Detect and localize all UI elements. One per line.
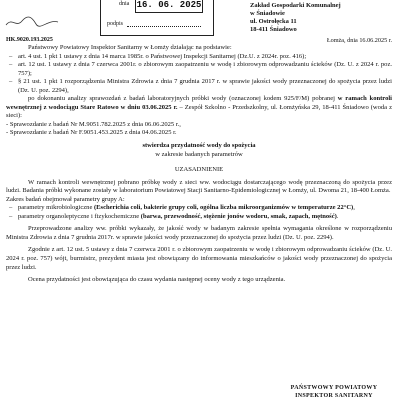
inspector-stamp-line: INSPEKTOR SANITARNY [295, 393, 373, 399]
legal-basis-text: art. 12 ust. 1 ustawy z dnia 7 czerwca 2001r. o zbiorowym zaopatrzeniu w wodę i zbiorowym odprowadzaniu ścieków (Dz. U. z 2024 r. poz. 757); [18, 61, 392, 77]
recipient-line: ul. Ostrołęcka 11 [250, 18, 297, 25]
recipient-line: Zakład Gospodarki Komunalnej [250, 2, 341, 9]
scope-text: , [353, 204, 355, 212]
scope-intro: Zakres badań obejmował parametry grupy A: [6, 195, 125, 203]
intro-paragraph: Państwowy Powiatowy Inspektor Sanitarny w Łomży działając na podstawie: [28, 44, 232, 51]
analysis-text-bold: w ramach kontroli wewnętrznej z wodociągu Stare Ratowo w dniu 03.06.2025 r. [6, 95, 392, 111]
receipt-stamp [100, 0, 214, 36]
legal-basis-item: – § 21 ust. 1 pkt 1 rozporządzenia Ministra Zdrowia z dnia 7 grudnia 2017 r. w sprawie jakości wody przeznaczonej do spożycia przez ludzi (Dz. U. poz. 2294), [9, 78, 392, 94]
analysis-text: – Zespół Szkolno - Przedszkolny, ul. Łomżyńska 29, 18-411 Śniadowo (woda z sieci): [6, 103, 392, 120]
analysis-paragraph [6, 95, 392, 121]
recipient-line: w Śniadowie [250, 10, 285, 17]
recipient-line: 18-411 Śniadowo [250, 26, 297, 33]
decision-heading: stwierdza przydatność wody do spożycia [142, 142, 256, 150]
legal-basis-item: – art. 12 ust. 1 ustawy z dnia 7 czerwca 2001r. o zbiorowym zaopatrzeniu w wodę i zbiorowym odprowadzaniu ścieków (Dz. U. z 2024 r. poz. 757); [9, 61, 392, 77]
scope-item: – parametry organoleptyczne i fizykochemiczne (barwa, przewodność, stężenie jonów wodoru, smak, zapach, mętność). [9, 212, 339, 220]
scope-text-bold: (Escherichia coli, bakterie grupy coli, ogólna liczba mikroorganizmów w temperaturze 22°C) [94, 204, 354, 212]
reference-number: HK.9020.193.2025 [6, 37, 53, 43]
handwritten-signature [4, 15, 60, 29]
justification-paragraph: Przeprowadzone analizy ww. próbki wykazały, że jakość wody w badanym zakresie spełnia wymagania określone w rozporządzeniu Ministra Zdrowia z dnia 7 grudnia 2017r. w sprawie jakości wody przeznaczonej do spożycia przez ludzi (Dz. U. poz. 2294). [6, 225, 392, 241]
inspector-stamp-line: PAŃSTWOWY POWIATOWY [290, 385, 378, 391]
legal-basis-text: art. 4 ust. 1 pkt 1 ustawy z dnia 14 marca 1985r. o Państwowej Inspekcji Sanitarnej (Dz.U. z 2024r. poz. 416); [18, 52, 307, 60]
recipient-address [250, 2, 341, 34]
scope-text: parametry organoleptyczne i fizykochemiczne [18, 212, 141, 220]
scope-text-bold: (barwa, przewodność, stężenie jonów wodoru, smak, zapach, mętność) [140, 212, 337, 220]
decision-subheading: w zakresie badanych parametrów [155, 150, 243, 158]
justification-paragraph: Ocena przydatności jest obowiązująca do czasu wydania następnej oceny wody z tego urządzenia. [28, 276, 286, 284]
scope-text: parametry mikrobiologiczne [18, 204, 94, 212]
report-line: - Sprawozdanie z badań Nr M.9051.782.2025 z dnia 06.06.2025 r., [6, 120, 181, 128]
legal-basis-text: § 21 ust. 1 pkt 1 rozporządzenia Ministra Zdrowia z dnia 7 grudnia 2017 r. w sprawie jakości wody przeznaczonej do spożycia przez ludzi (Dz. U. poz. 2294), [18, 78, 392, 94]
scope-text: . [336, 212, 339, 220]
stamp-date: 16. 06. 2025 [135, 0, 203, 13]
justification-paragraph: Zgodnie z art. 12 ust. 5 ustawy z dnia 7 czerwca 2001 r. o zbiorowym zaopatrzeniu w wodę i zbiorowym odprowadzaniu ścieków (Dz. U. 2024 r. poz. 757) wójt, burmistrz, prezydent miasta jest obowiązany do informowania mieszkańców o jakości wody przeznaczonej do spożycia przez ludzi. [6, 246, 392, 271]
justification-paragraph: W ramach kontroli wewnętrznej pobrano próbkę wody z sieci ww. wodociągu dostarczającego wodę przeznaczoną do spożycia przez ludzi. Badania próbki wykonane zostały w laboratorium Powiatowej Stacji Sanitarno-Epidemiologicznej w Łomży, ul. Dwoma 21, 18-400 Łomża. [6, 178, 392, 195]
document-body [6, 44, 392, 285]
scope-item: – parametry mikrobiologiczne (Escherichia coli, bakterie grupy coli, ogólna liczba mikroorganizmów w temperaturze 22°C), [9, 204, 355, 212]
report-line: - Sprawozdanie z badań Nr F.9051.453.2025 z dnia 04.06.2025 r. [6, 129, 177, 137]
stamp-sign-label: podpis [107, 21, 124, 27]
document-date: Łomża, dnia 16.06.2025 r. [326, 37, 392, 44]
legal-basis-item: – art. 4 ust. 1 pkt 1 ustawy z dnia 14 marca 1985r. o Państwowej Inspekcji Sanitarnej (Dz.U. z 2024r. poz. 416); [9, 52, 307, 60]
inspector-stamp [274, 384, 394, 400]
analysis-text: po dokonaniu analizy sprawozdań z badań laboratoryjnych próbki wody (oznaczonej kodem 925/F/M) pobranej [28, 95, 338, 103]
justification-title: UZASADNIENIE [174, 166, 224, 174]
stamp-signature-line [127, 26, 201, 27]
stamp-date-label: dnia [119, 1, 130, 7]
